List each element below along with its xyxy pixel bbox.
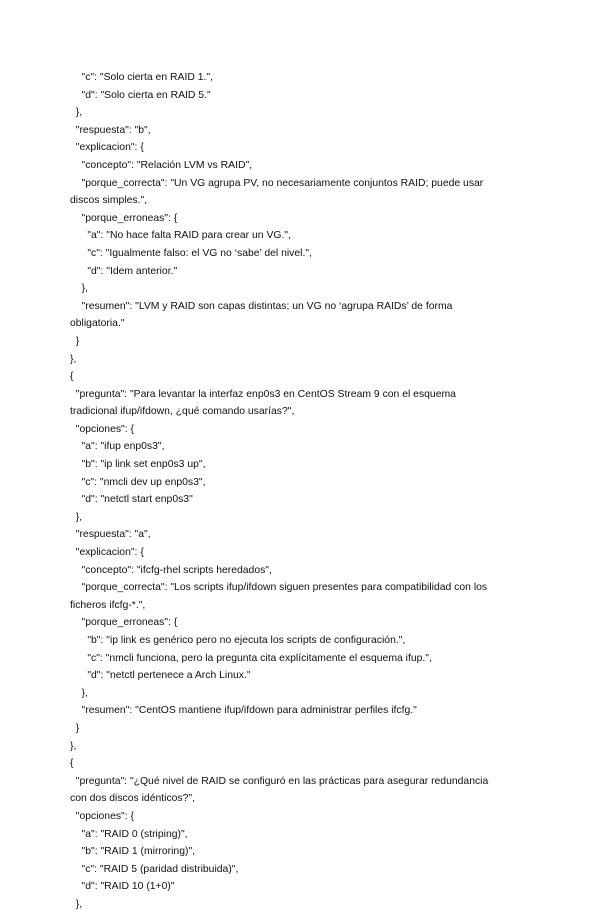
text-line: } — [70, 722, 80, 734]
text-line: "resumen": "LVM y RAID son capas distintas; un VG no ‘agrupa RAIDs’ de forma — [70, 300, 453, 312]
text-line: "b": "ip link es genérico pero no ejecuta los scripts de configuración.", — [70, 635, 406, 646]
text-line: }, — [70, 283, 88, 295]
text-line: "opciones": { — [70, 423, 134, 435]
text-line: "porque_erroneas": { — [70, 617, 178, 629]
text-line: { — [70, 371, 74, 383]
text-line: }, — [70, 687, 88, 699]
text-line: obligatoria." — [70, 318, 125, 330]
text-line: }, — [70, 740, 77, 752]
text-line: }, — [70, 511, 83, 523]
text-line: "opciones": { — [70, 810, 134, 822]
text-line: "c": "RAID 5 (paridad distribuida)", — [70, 863, 239, 875]
text-line: "c": "nmcli dev up enp0s3", — [70, 476, 206, 488]
text-line: }, — [70, 107, 83, 119]
text-line: "b": "ip link set enp0s3 up", — [70, 459, 206, 471]
text-line: { — [70, 758, 74, 770]
text-line: "concepto": "ifcfg-rhel scripts heredados", — [70, 564, 272, 576]
text-line: }, — [70, 353, 77, 365]
text-line: "pregunta": "¿Qué nivel de RAID se configuró en las prácticas para asegurar redundancia — [70, 775, 489, 787]
text-line: "a": "ifup enp0s3", — [70, 441, 165, 453]
text-line: "a": "No hace falta RAID para crear un VG.", — [70, 230, 291, 242]
text-line: "d": "netctl start enp0s3" — [70, 494, 193, 506]
text-line: "porque_correcta": "Un VG agrupa PV, no necesariamente conjuntos RAID; puede usar — [70, 177, 484, 189]
text-line: ficheros ifcfg-*.", — [70, 599, 146, 611]
text-line: "explicacion": { — [70, 547, 144, 559]
text-line: "d": "Solo cierta en RAID 5." — [70, 89, 211, 101]
text-line: "respuesta": "a", — [70, 529, 151, 541]
text-line: } — [70, 335, 80, 347]
text-line: "porque_erroneas": { — [70, 212, 178, 224]
document-text-block — [70, 69, 536, 914]
text-line: }, — [70, 898, 83, 910]
text-line: "respuesta": "b", — [70, 124, 151, 136]
text-line: "c": "nmcli funciona, pero la pregunta cita explícitamente el esquema ifup.", — [70, 652, 432, 664]
text-line: tradicional ifup/ifdown, ¿qué comando usarías?", — [70, 406, 295, 418]
text-line: "explicacion": { — [70, 142, 144, 154]
text-line: "d": "netctl pertenece a Arch Linux." — [70, 670, 251, 682]
text-line: "c": "Solo cierta en RAID 1.", — [70, 72, 213, 83]
text-line: "porque_correcta": "Los scripts ifup/ifdown siguen presentes para compatibilidad con los — [70, 582, 488, 594]
text-line: "pregunta": "Para levantar la interfaz enp0s3 en CentOS Stream 9 con el esquema — [70, 388, 456, 400]
text-line: "c": "Igualmente falso: el VG no ‘sabe’ del nivel.", — [70, 247, 312, 259]
text-line: "concepto": "Relación LVM vs RAID", — [70, 159, 253, 171]
text-line: discos simples.", — [70, 195, 148, 207]
text-line: "d": "Idem anterior." — [70, 265, 178, 277]
text-line: "b": "RAID 1 (mirroring)", — [70, 846, 196, 858]
text-line: con dos discos idénticos?", — [70, 793, 195, 805]
text-line: "d": "RAID 10 (1+0)" — [70, 881, 175, 893]
text-line: "resumen": "CentOS mantiene ifup/ifdown para administrar perfiles ifcfg." — [70, 705, 417, 717]
text-line: "a": "RAID 0 (striping)", — [70, 828, 188, 840]
